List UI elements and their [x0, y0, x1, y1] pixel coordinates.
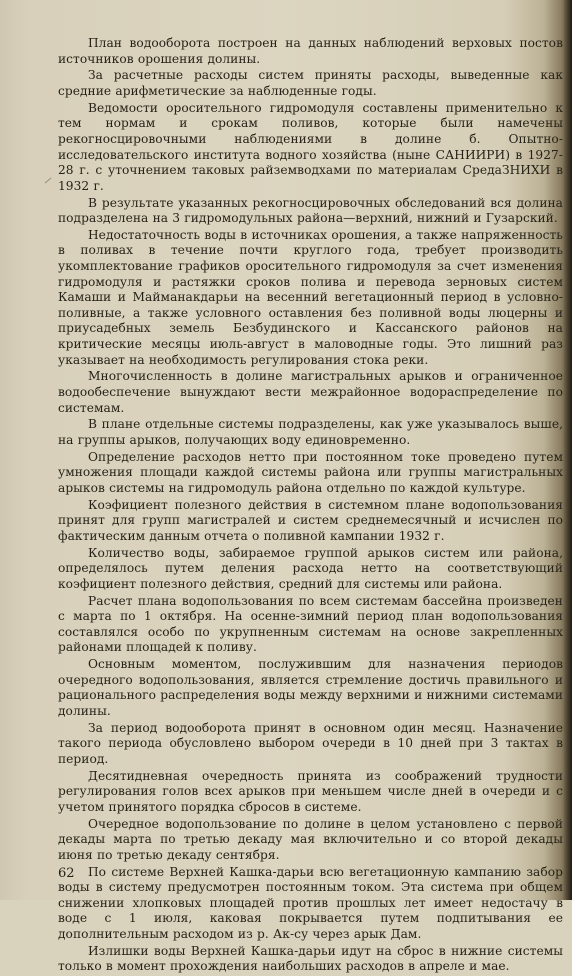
paragraph-17: Излишки воды Верхней Кашка-дарьи идут на сброс в нижние системы только в момент прохождения наибольших расходов в апреле и мае.: [58, 943, 563, 974]
paragraph-3: Ведомости оросительного гидромодуля составлены применительно к тем нормам и срокам поливов, которые были намечены рекогносцировочными наблюдениями в долине б. Опытно-исследовательского института водного хозяйства (ныне САНИИРИ) в 1927-28 г. с уточнением таковых райземводхами по материалам СредаЗНИХИ в 1932 г.: [58, 100, 563, 193]
paragraph-5: Недостаточность воды в источниках орошения, а также напряженность в поливах в течение почти круглого года, требует производить укомплектование графиков оросительного гидромодуля за счет изменения гидромодуля и растяжки сроков полива и перевода зерновых систем Камаши и Майманакдарьи на весенний вегетационный период в условно-поливные, а также условного оставления без поливной воды люцерны и приусадебных земель Безбудинского и Кассанского районов на критические месяцы июль-август в маловодные годы. Это лишний раз указывает на необходимость регулирования стока реки.: [58, 227, 563, 367]
paragraph-9: Коэфициент полезного действия в системном плане водопользования принят для групп магистралей и систем среднемесячный и исчислен по фактическим данным отчета о поливной кампании 1932 г.: [58, 497, 563, 543]
paragraph-10: Количество воды, забираемое группой арыков систем или района, определялось путем деления расхода нетто на соответствующий коэфициент полезного действия, средний для системы или района.: [58, 545, 563, 591]
paragraph-4: В результате указанных рекогносцировочных обследований вся долина подразделена на 3 гидромодульных района—верхний, нижний и Гузарский.: [58, 195, 563, 226]
paragraph-11: Расчет плана водопользования по всем системам бассейна произведен с марта по 1 октября. На осенне-зимний период план водопользования составлялся особо по укрупненным системам на основе закрепленных районами площадей к поливу.: [58, 593, 563, 655]
paragraph-15: Очередное водопользование по долине в целом установлено с первой декады марта по третью декаду мая включительно и со второй декады июня по третью декаду сентября.: [58, 816, 563, 862]
paragraph-8: Определение расходов нетто при постоянном токе проведено путем умножения площади каждой системы района или группы магистральных арыков системы на гидромодуль района отдельно по каждой культуре.: [58, 449, 563, 495]
paragraph-12: Основным моментом, послужившим для назначения периодов очередного водопользования, является стремление достичь правильного и рационального распределения воды между верхними и нижними системами долины.: [58, 657, 563, 718]
paragraph-14: Десятидневная очередность принята из соображений трудности регулирования голов всех арыков при меньшем числе дней в очереди и с учетом принятого порядка сбросов в системе.: [58, 768, 563, 814]
paragraph-6: Многочисленность в долине магистральных арыков и ограниченное водообеспечение вынуждают вести межрайонное водораспределение по системам.: [58, 369, 563, 415]
page-number: 62: [58, 866, 75, 881]
paragraph-7: В плане отдельные системы подразделены, как уже указывалось выше, на группы арыков, получающих воду единовременно.: [58, 417, 563, 447]
page-binding-shadow: [563, 0, 572, 900]
body-text: [58, 36, 563, 976]
paragraph-2: За расчетные расходы систем приняты расходы, выведенные как средние арифметические за наблюденные годы.: [58, 68, 563, 98]
paragraph-1: План водооборота построен на данных наблюдений верховых постов источников орошения долины.: [58, 36, 563, 66]
paragraph-16: По системе Верхней Кашка-дарьи всю вегетационную кампанию забор воды в систему предусмотрен постоянным током. Эта система при общем снижении хлопковых площадей против прошлых лет имеет недостачу в воде с 1 июля, каковая покрывается путем подпитывания ее дополнительным расходом из р. Ак-су через арык Дам.: [58, 864, 563, 942]
margin-pencil-mark: [45, 178, 52, 184]
paragraph-13: За период водооборота принят в основном один месяц. Назначение такого периода обусловлено выбором очереди в 10 дней при 3 тактах в период.: [58, 720, 563, 766]
